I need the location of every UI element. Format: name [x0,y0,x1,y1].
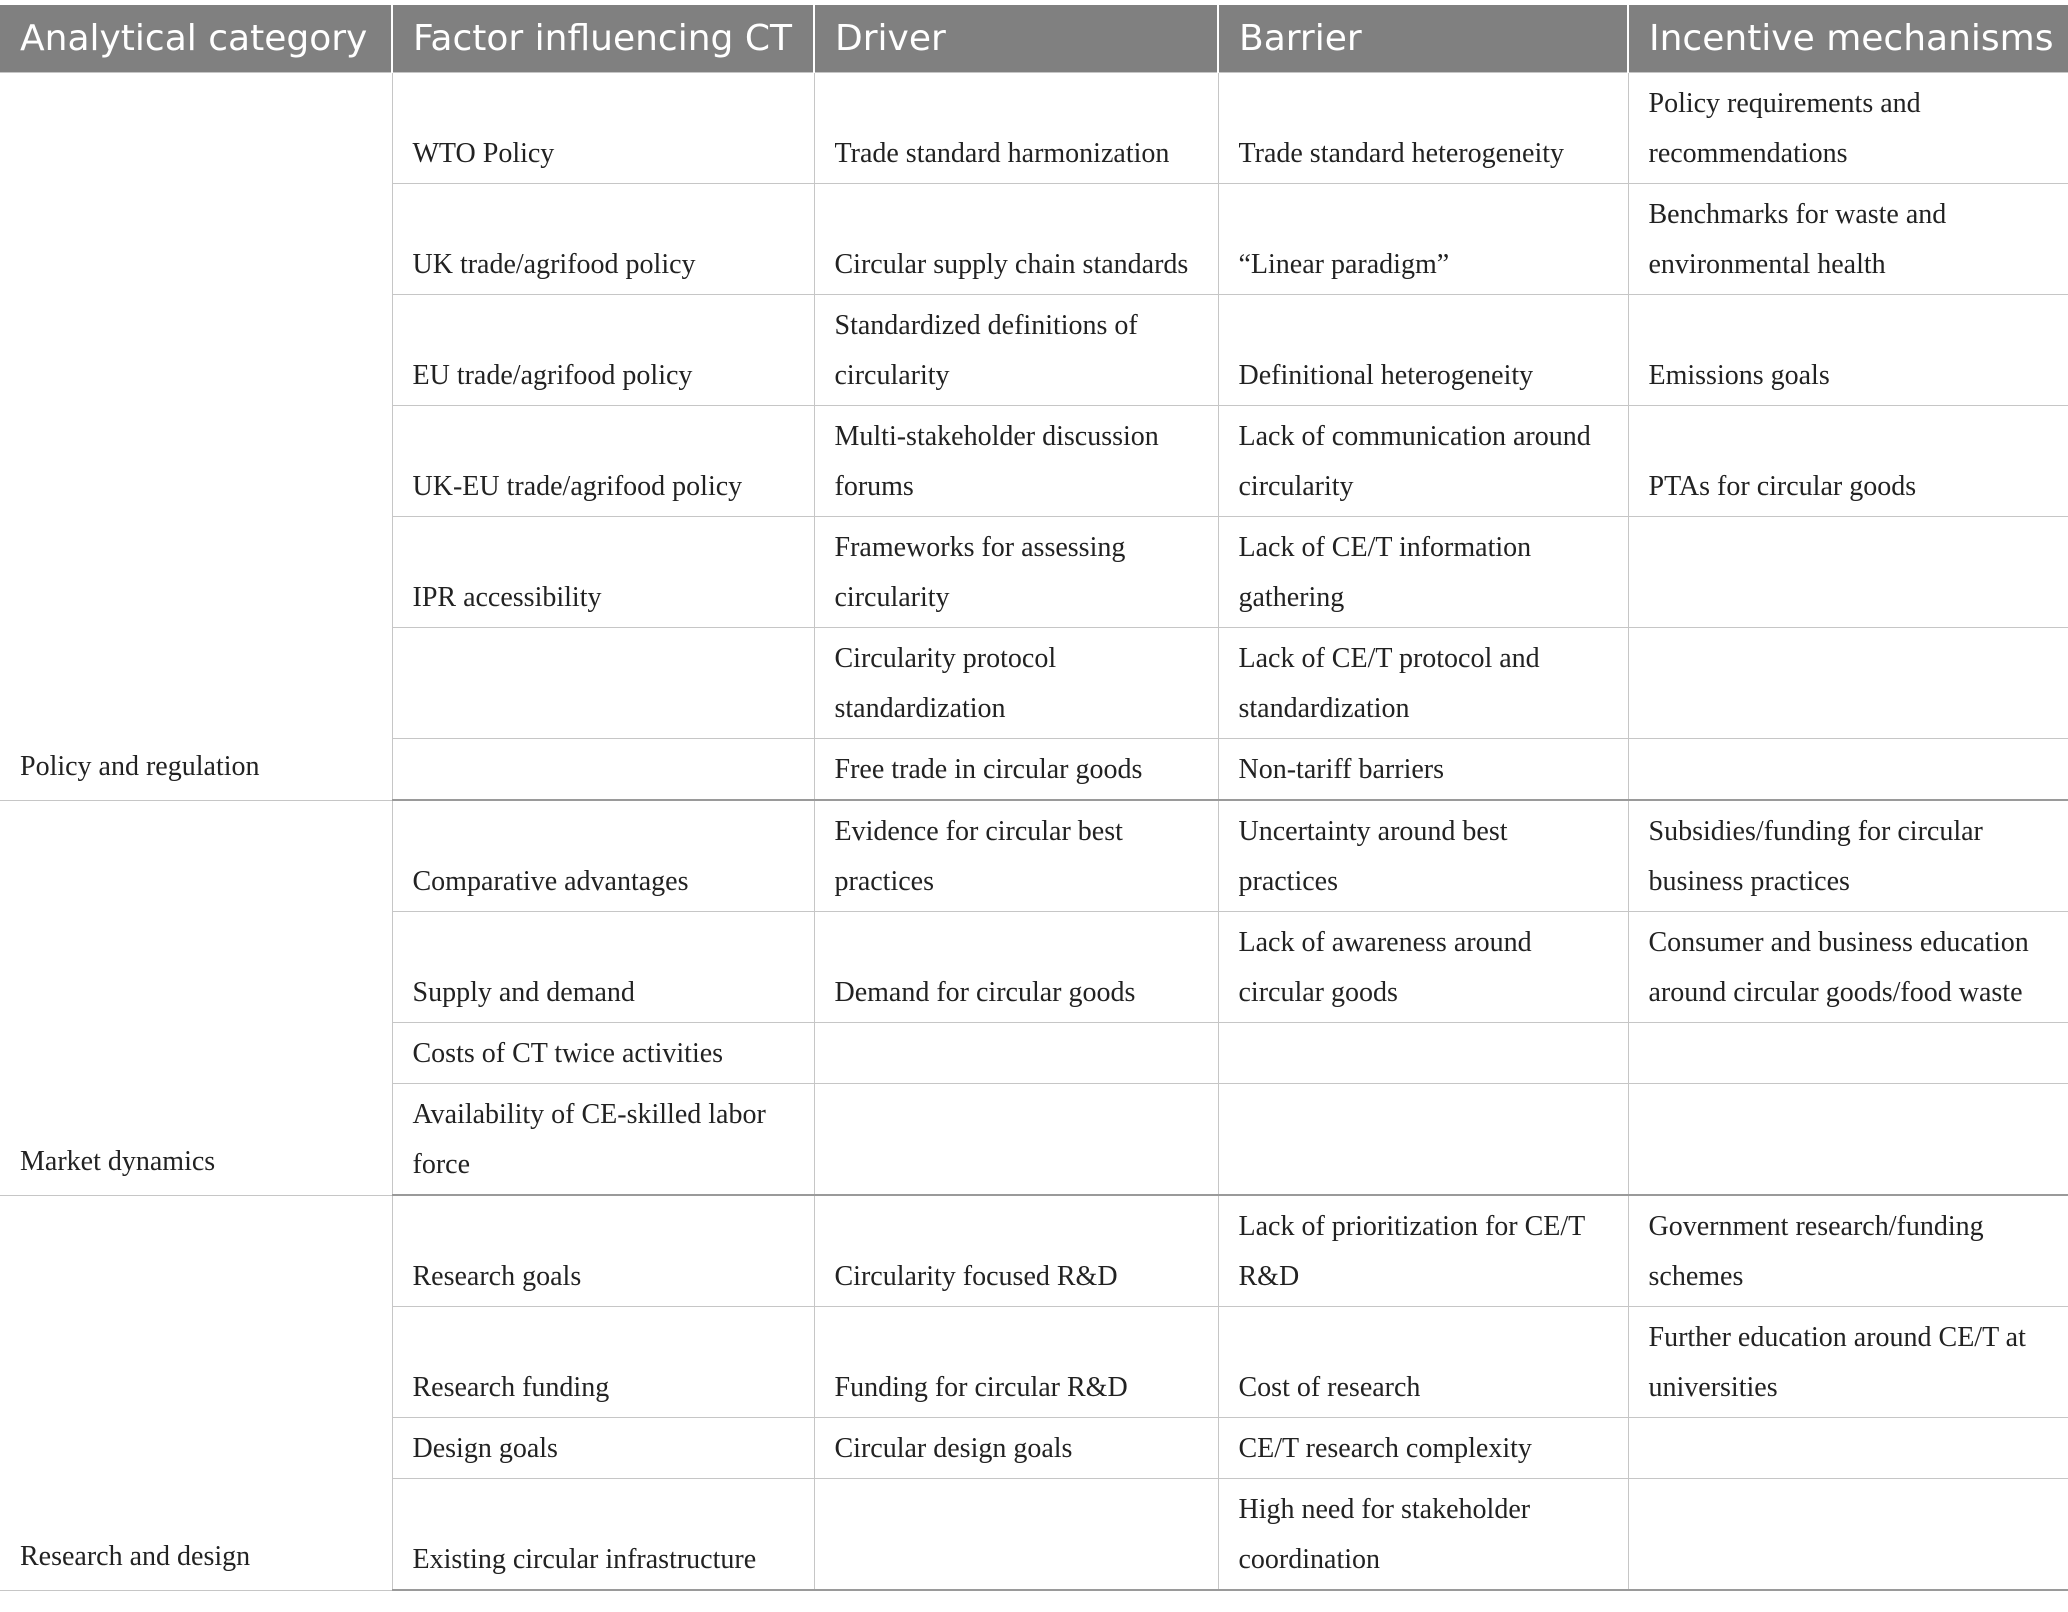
barrier-cell: Uncertainty around best practices [1218,800,1628,912]
barrier-cell: Lack of prioritization for CE/T R&D [1218,1195,1628,1307]
factor-cell: Supply and demand [392,912,814,1023]
incentive-cell: Government research/funding schemes [1628,1195,2068,1307]
ct-factors-table [0,5,2068,1591]
table-header [0,5,2068,73]
category-cell: Market dynamics [0,800,392,1195]
table-row [0,73,2068,184]
barrier-cell: Cost of research [1218,1307,1628,1418]
driver-cell: Trade standard harmonization [814,73,1218,184]
driver-cell: Frameworks for assessing circularity [814,517,1218,628]
barrier-cell: High need for stakeholder coordination [1218,1479,1628,1591]
table-row [0,1195,2068,1307]
incentive-cell [1628,1084,2068,1196]
barrier-cell: Trade standard heterogeneity [1218,73,1628,184]
category-cell: Policy and regulation [0,73,392,801]
factor-cell: UK-EU trade/agrifood policy [392,406,814,517]
incentive-cell: Consumer and business education around circular goods/food waste [1628,912,2068,1023]
incentive-cell [1628,628,2068,739]
barrier-cell: Definitional heterogeneity [1218,295,1628,406]
driver-cell: Circularity protocol standardization [814,628,1218,739]
incentive-cell: Subsidies/funding for circular business practices [1628,800,2068,912]
factor-cell [392,628,814,739]
factor-cell: Comparative advantages [392,800,814,912]
barrier-cell: Lack of CE/T information gathering [1218,517,1628,628]
header-incentive-mechanisms: Incentive mechanisms [1628,5,2068,73]
driver-cell: Funding for circular R&D [814,1307,1218,1418]
incentive-cell [1628,517,2068,628]
incentive-cell [1628,1023,2068,1084]
factor-cell: Existing circular infrastructure [392,1479,814,1591]
driver-cell: Multi-stakeholder discussion forums [814,406,1218,517]
factor-cell: Costs of CT twice activities [392,1023,814,1084]
header-factor-influencing-ct: Factor influencing CT [392,5,814,73]
header-barrier: Barrier [1218,5,1628,73]
driver-cell: Free trade in circular goods [814,739,1218,801]
driver-cell: Circular supply chain standards [814,184,1218,295]
driver-cell: Evidence for circular best practices [814,800,1218,912]
factor-cell [392,739,814,801]
factor-cell: UK trade/agrifood policy [392,184,814,295]
table-body [0,73,2068,1591]
barrier-cell: Lack of CE/T protocol and standardization [1218,628,1628,739]
barrier-cell [1218,1084,1628,1196]
factor-cell: EU trade/agrifood policy [392,295,814,406]
factor-cell: IPR accessibility [392,517,814,628]
factor-cell: Availability of CE-skilled labor force [392,1084,814,1196]
incentive-cell [1628,1479,2068,1591]
factor-cell: Design goals [392,1418,814,1479]
table-row [0,800,2068,912]
factor-cell: Research funding [392,1307,814,1418]
header-analytical-category: Analytical category [0,5,392,73]
incentive-cell [1628,739,2068,801]
incentive-cell: Emissions goals [1628,295,2068,406]
driver-cell: Demand for circular goods [814,912,1218,1023]
driver-cell [814,1479,1218,1591]
driver-cell: Circular design goals [814,1418,1218,1479]
incentive-cell: Policy requirements and recommendations [1628,73,2068,184]
barrier-cell: CE/T research complexity [1218,1418,1628,1479]
driver-cell: Standardized definitions of circularity [814,295,1218,406]
incentive-cell [1628,1418,2068,1479]
incentive-cell: PTAs for circular goods [1628,406,2068,517]
incentive-cell: Benchmarks for waste and environmental health [1628,184,2068,295]
barrier-cell [1218,1023,1628,1084]
factor-cell: WTO Policy [392,73,814,184]
category-cell: Research and design [0,1195,392,1590]
header-driver: Driver [814,5,1218,73]
driver-cell [814,1023,1218,1084]
barrier-cell: Lack of communication around circularity [1218,406,1628,517]
barrier-cell: Lack of awareness around circular goods [1218,912,1628,1023]
driver-cell: Circularity focused R&D [814,1195,1218,1307]
driver-cell [814,1084,1218,1196]
factor-cell: Research goals [392,1195,814,1307]
barrier-cell: “Linear paradigm” [1218,184,1628,295]
barrier-cell: Non-tariff barriers [1218,739,1628,801]
header-row [0,5,2068,73]
incentive-cell: Further education around CE/T at universities [1628,1307,2068,1418]
